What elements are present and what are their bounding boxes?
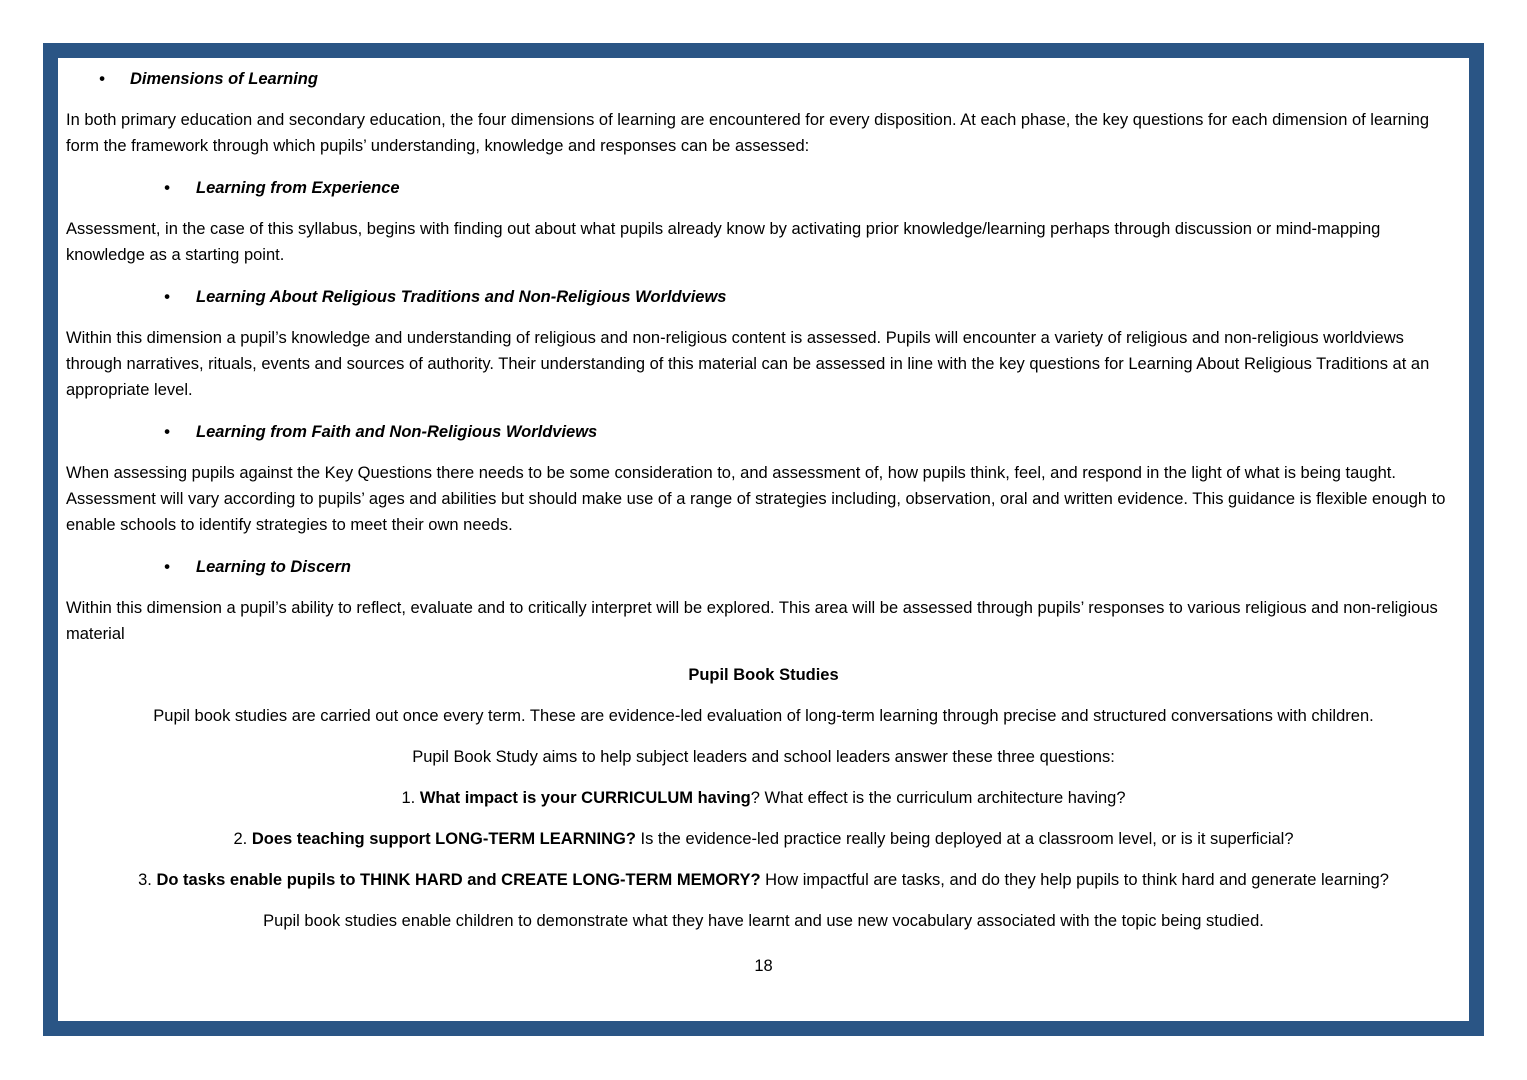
question-number: 1. — [401, 789, 420, 807]
bullet-icon: • — [164, 288, 170, 306]
faith-heading-text: Learning from Faith and Non-Religious Worldviews — [196, 423, 598, 441]
question-3 — [66, 867, 1461, 893]
experience-heading-text: Learning from Experience — [196, 179, 400, 197]
experience-heading — [66, 175, 1461, 201]
bullet-icon: • — [99, 70, 105, 88]
about-heading — [66, 284, 1461, 310]
book-studies-aim: Pupil Book Study aims to help subject leaders and school leaders answer these three questions: — [412, 748, 1115, 766]
page-content — [66, 64, 1461, 979]
book-studies-intro: Pupil book studies are carried out once every term. These are evidence-led evaluation of long-term learning through precise and structured conversations with children. — [153, 707, 1374, 725]
discern-paragraph: Within this dimension a pupil’s ability to reflect, evaluate and to critically interpret will be explored. This area will be assessed through pupils’ responses to various religious and non-religious material — [66, 599, 1438, 643]
discern-heading — [66, 554, 1461, 580]
page-number: 18 — [754, 957, 773, 975]
question-bold: Do tasks enable pupils to THINK HARD and CREATE LONG-TERM MEMORY? — [156, 871, 761, 889]
about-paragraph: Within this dimension a pupil’s knowledge and understanding of religious and non-religious content is assessed. Pupils will encounter a variety of religious and non-religious worldviews through narratives, rituals, events and sources of authority. Their understanding of this material can be assessed in line with the key questions for Learning About Religious Traditions at an appropriate level. — [66, 329, 1430, 399]
question-1 — [66, 785, 1461, 811]
question-rest: How impactful are tasks, and do they help pupils to think hard and generate learning? — [760, 871, 1389, 889]
bullet-icon: • — [164, 423, 170, 441]
bullet-icon: • — [164, 179, 170, 197]
experience-paragraph: Assessment, in the case of this syllabus, begins with finding out about what pupils already know by activating prior knowledge/learning perhaps through discussion or mind-mapping knowledge as a starting point. — [66, 220, 1381, 264]
faith-heading — [66, 419, 1461, 445]
question-bold: Does teaching support LONG-TERM LEARNING? — [251, 830, 636, 848]
dimensions-heading — [66, 66, 1461, 92]
question-number: 3. — [138, 871, 157, 889]
dimensions-paragraph: In both primary education and secondary education, the four dimensions of learning are encountered for every disposition. At each phase, the key questions for each dimension of learning form the framework through which pupils’ understanding, knowledge and responses can be assessed: — [66, 111, 1430, 155]
about-heading-text: Learning About Religious Traditions and Non-Religious Worldviews — [196, 288, 727, 306]
discern-heading-text: Learning to Discern — [196, 558, 351, 576]
book-studies-title: Pupil Book Studies — [688, 666, 839, 684]
dimensions-heading-text: Dimensions of Learning — [130, 70, 318, 88]
question-2 — [66, 826, 1461, 852]
question-rest: Is the evidence-led practice really being deployed at a classroom level, or is it superficial? — [635, 830, 1294, 848]
question-bold: What impact is your CURRICULUM having — [419, 789, 751, 807]
bullet-icon: • — [164, 558, 170, 576]
book-studies-closing: Pupil book studies enable children to demonstrate what they have learnt and use new vocabulary associated with the topic being studied. — [263, 912, 1264, 930]
question-rest: ? What effect is the curriculum architecture having? — [750, 789, 1126, 807]
question-number: 2. — [233, 830, 252, 848]
faith-paragraph: When assessing pupils against the Key Questions there needs to be some consideration to, and assessment of, how pupils think, feel, and respond in the light of what is being taught. Assessment will vary according to pupils’ ages and abilities but should make use of a range of strategies including, observation, oral and written evidence. This guidance is flexible enough to enable schools to identify strategies to meet their own needs. — [66, 464, 1446, 534]
